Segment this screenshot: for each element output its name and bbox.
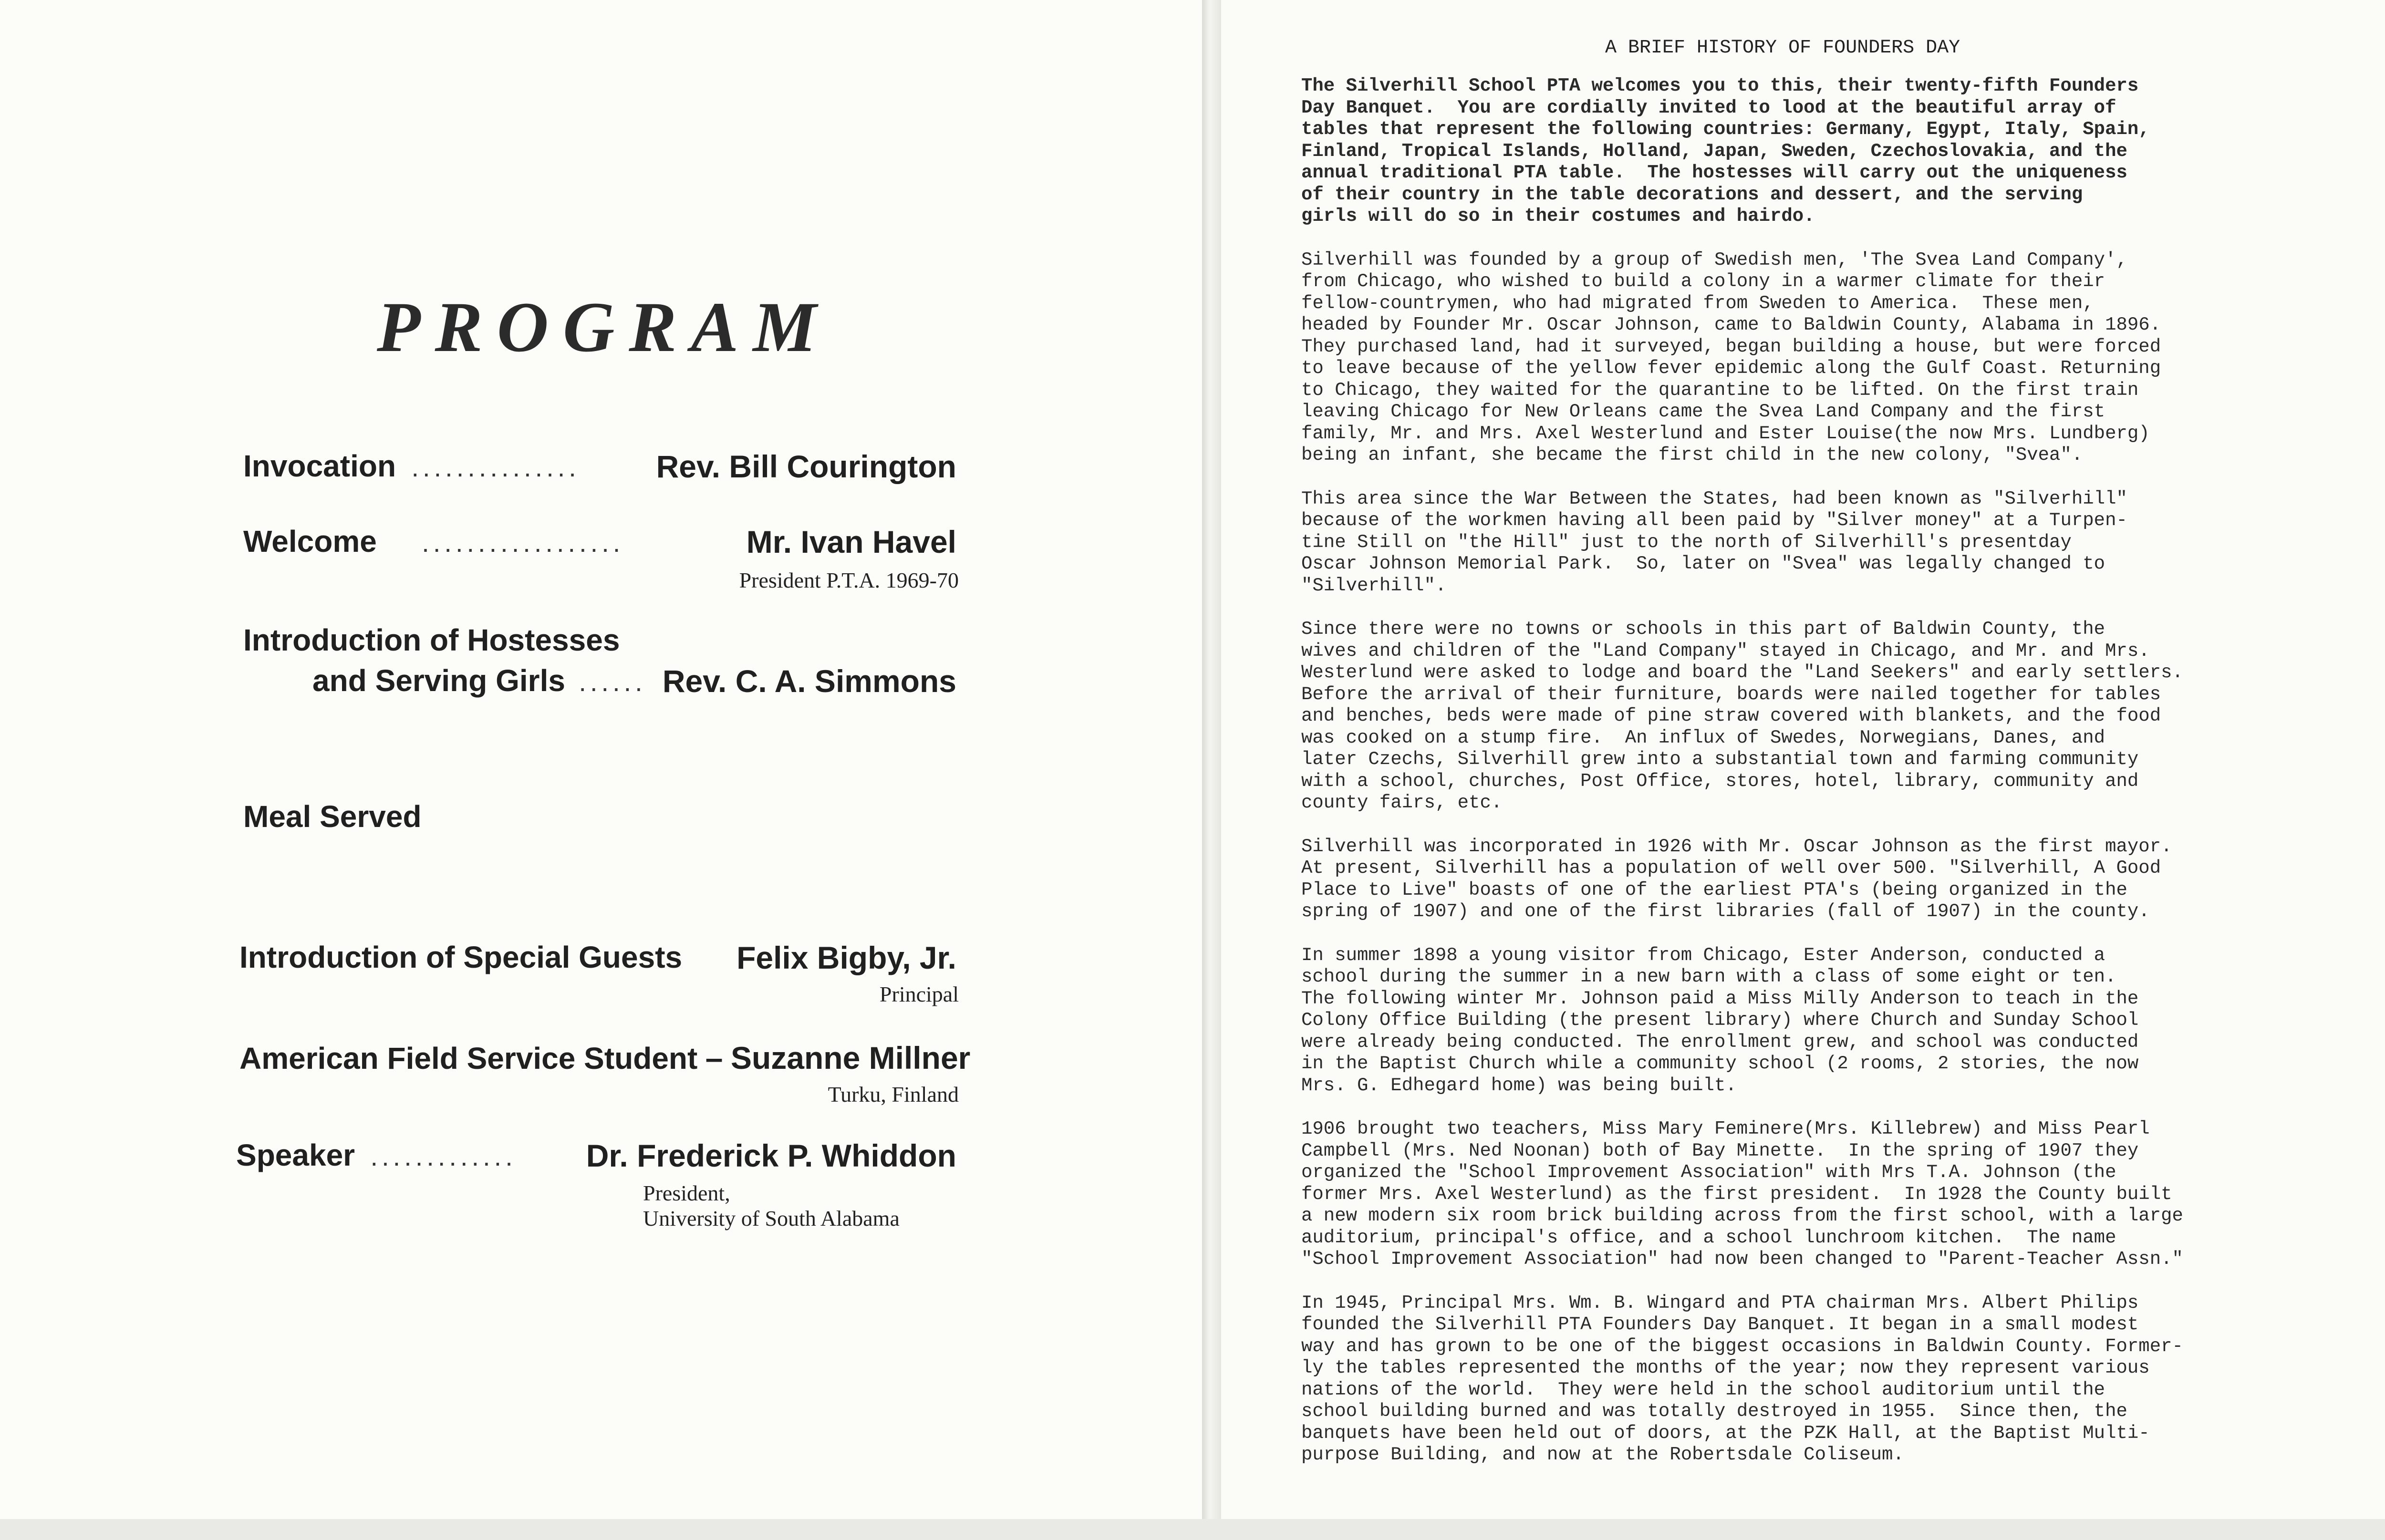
program-item-special-guests — [239, 940, 956, 975]
history-paragraph: 1906 brought two teachers, Miss Mary Feminere(Mrs. Killebrew) and Miss Pearl Campbell (Mrs. Ned Noonan) both of Bay Minette. In the spring of 1907 they organized the "School Improvement Association" with Mrs T.A. Johnson (the former Mrs. Axel Westerlund) as the first president. In 1928 the County built a new modern six room brick building across from the first school, with a large auditorium, principal's office, and a school lunchroom kitchen. The name "School Improvement Association" had now been changed to "Parent-Teacher Assn." — [1301, 1118, 2183, 1270]
item-subtitle: President, — [643, 1181, 730, 1205]
name-dash: – — [705, 1040, 723, 1075]
item-label: Speaker — [236, 1138, 355, 1172]
item-label: Introduction of Special Guests — [239, 940, 683, 974]
page-gutter — [1202, 0, 1221, 1540]
leader-dots: ............. — [370, 1141, 517, 1171]
leader-dots: ............... — [411, 452, 580, 482]
item-subtitle: Principal — [879, 982, 959, 1006]
program-item-hostesses-line2 — [312, 663, 956, 698]
item-person: Felix Bigby, Jr. — [736, 940, 956, 975]
item-subtitle: President P.T.A. 1969-70 — [739, 568, 959, 592]
history-paragraph: Silverhill was incorporated in 1926 with Mr. Oscar Johnson as the first mayor. At present, Silverhill has a population of well over 500. "Silverhill, A Good Place to Live" boasts of one of the earliest PTA's (being organized in the spring of 1907) and one of the first libraries (fall of 1907) in the county. — [1301, 836, 2172, 922]
item-person: Dr. Frederick P. Whiddon — [586, 1138, 956, 1173]
program-title: PROGRAM — [377, 288, 831, 367]
program-item-invocation — [243, 448, 956, 484]
scan-edge — [0, 1519, 2385, 1540]
item-person: Suzanne Millner — [730, 1040, 971, 1075]
item-person: Mr. Ivan Havel — [746, 524, 956, 559]
item-label: Welcome — [243, 524, 377, 558]
history-paragraph: Silverhill was founded by a group of Swedish men, 'The Svea Land Company', from Chicago, who wished to build a colony in a warmer climate for their fellow-countrymen, who had migrated from Sweden to America. These men, headed by Founder Mr. Oscar Johnson, came to Baldwin County, Alabama in 1896. They purchased land, had it surveyed, began building a house, but were forced to leave because of the yellow fever epidemic along the Gulf Coast. Returning to Chicago, they waited for the quarantine to be lifted. On the first train leaving Chicago for New Orleans came the Svea Land Company and the first family, Mr. and Mrs. Axel Westerlund and Ester Louise(the now Mrs. Lundberg) being an infant, she became the first child in the new colony, "Svea". — [1301, 249, 2161, 465]
history-title: A BRIEF HISTORY OF FOUNDERS DAY — [1605, 37, 1960, 59]
leader-dots: ...... — [579, 667, 646, 697]
item-label: Meal Served — [243, 799, 422, 834]
program-item-speaker — [236, 1137, 956, 1173]
leader-dots: .................. — [422, 527, 624, 558]
history-paragraph: The Silverhill School PTA welcomes you to this, their twenty-fifth Founders Day Banquet. You are cordially invited to lood at the beautiful array of tables that represent the following countries: Germany, Egypt, Italy, Spain, Finland, Tropical Islands, Holland, Japan, Sweden, Czechoslovakia, and the annual traditional PTA table. The hostesses will carry out the uniqueness of their country in the table decorations and dessert, and the serving girls will do so in their costumes and hairdo. — [1301, 75, 2150, 227]
program-item-hostesses — [243, 622, 620, 658]
history-paragraph: Since there were no towns or schools in this part of Baldwin County, the wives and children of the "Land Company" stayed in Chicago, and Mr. and Mrs. Westerlund were asked to lodge and board the "Land Seekers" and early settlers. Before the arrival of their furniture, boards were nailed together for tables and benches, beds were made of pine straw covered with blankets, and the food was cooked on a stump fire. An influx of Swedes, Norwegians, Danes, and later Czechs, Silverhill grew into a substantial town and farming community with a school, churches, Post Office, stores, hotel, library, community and county fairs, etc. — [1301, 619, 2183, 813]
program-item-afs-student — [239, 1040, 971, 1076]
item-label: and Serving Girls — [312, 663, 565, 698]
item-person: Rev. C. A. Simmons — [662, 663, 956, 699]
item-label: Introduction of Hostesses — [243, 623, 620, 657]
item-subtitle-2: University of South Alabama — [643, 1206, 900, 1230]
item-label: Invocation — [243, 449, 396, 483]
item-label: American Field Service Student — [239, 1041, 698, 1075]
history-body — [1301, 75, 2351, 1488]
history-paragraph: In summer 1898 a young visitor from Chicago, Ester Anderson, conducted a school during the summer in a new barn with a class of some eight or ten. The following winter Mr. Johnson paid a Miss Milly Anderson to teach in the Colony Office Building (the present library) where Church and Sunday School were already being conducted. The enrollment grew, and school was conducted in the Baptist Church while a community school (2 rooms, 2 stories, the now Mrs. G. Edhegard home) was being built. — [1301, 944, 2139, 1096]
item-person: Rev. Bill Courington — [656, 449, 956, 484]
program-item-meal — [243, 799, 422, 834]
history-paragraph: In 1945, Principal Mrs. Wm. B. Wingard and PTA chairman Mrs. Albert Philips founded the Silverhill PTA Founders Day Banquet. It began in a small modest way and has grown to be one of the biggest occasions in Baldwin County. Former- ly the tables represented the months of the year; now they represent various nations of the world. They were held in the school auditorium until the school building burned and was totally destroyed in 1955. Since then, the banquets have been held out of doors, at the PZK Hall, at the Baptist Multi- purpose Building, and now at the Robertsdale Coliseum. — [1301, 1292, 2183, 1465]
program-item-welcome — [243, 524, 956, 559]
history-paragraph: This area since the War Between the States, had been known as "Silverhill" because of the workmen having all been paid by "Silver money" at a Turpen- tine Still on "the Hill" just to the north of Silverhill's presentday Oscar Johnson Memorial Park. So, later on "Svea" was legally changed to "Silverhill". — [1301, 488, 2127, 596]
item-subtitle: Turku, Finland — [828, 1082, 959, 1106]
